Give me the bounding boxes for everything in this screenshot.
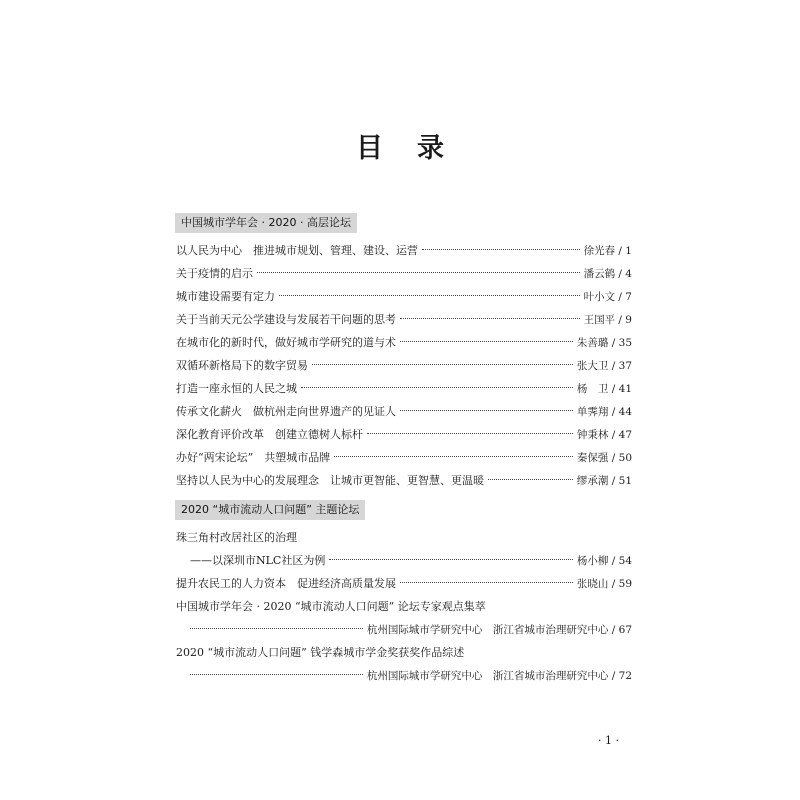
toc-entry[interactable] — [176, 379, 632, 399]
toc-entry[interactable] — [176, 264, 632, 284]
entry-author-page: 王国平 / 9 — [583, 314, 632, 326]
entry-author-page: 杭州国际城市学研究中心 浙江省城市治理研究中心 / 67 — [366, 624, 632, 636]
entry-title: 城市建设需要有定力 — [176, 290, 275, 303]
toc-entry[interactable] — [176, 310, 632, 330]
leader-dots — [329, 559, 573, 560]
leader-dots — [422, 249, 580, 250]
toc-entry[interactable] — [176, 356, 632, 376]
entry-title: 关于当前天元公学建设与发展若干问题的思考 — [176, 313, 396, 326]
entry-title: 深化教育评价改革 创建立德树人标杆 — [176, 428, 363, 441]
leader-dots — [279, 295, 580, 296]
toc-entry[interactable] — [176, 425, 632, 445]
toc-entry[interactable] — [176, 471, 632, 491]
leader-dots — [257, 272, 580, 273]
entry-author-page: 缪承潮 / 51 — [576, 475, 632, 487]
section-heading-2: 2020 “城市流动人口问题” 主题论坛 — [175, 500, 365, 520]
leader-dots — [301, 387, 573, 388]
leader-dots — [400, 341, 573, 342]
leader-dots — [400, 582, 573, 583]
toc-entry[interactable] — [190, 666, 632, 686]
entry-author-page: 钟秉林 / 47 — [576, 429, 632, 441]
toc-entry[interactable] — [176, 402, 632, 422]
page-title — [0, 126, 800, 170]
entry-author-page: 张晓山 / 59 — [576, 578, 632, 590]
toc-entry[interactable] — [190, 551, 632, 571]
title-char-1: 目 — [356, 133, 383, 164]
section-heading-1: 中国城市学年会 · 2020 · 高层论坛 — [175, 213, 357, 233]
toc-entry[interactable] — [176, 333, 632, 353]
entry-author-page: 秦保强 / 50 — [576, 452, 632, 464]
title-char-2: 录 — [417, 133, 444, 164]
entry-title: 以人民为中心 推进城市规划、管理、建设、运营 — [176, 244, 418, 257]
entry-title-line[interactable]: 中国城市学年会 · 2020 “城市流动人口问题” 论坛专家观点集萃 — [176, 600, 486, 613]
entry-title: 提升农民工的人力资本 促进经济高质量发展 — [176, 577, 396, 590]
entry-title: 办好“两宋论坛” 共塑城市品牌 — [176, 451, 331, 464]
page-number: · 1 · — [598, 734, 619, 747]
toc-entry[interactable] — [176, 574, 632, 594]
entry-title: 传承文化薪火 做杭州走向世界遗产的见证人 — [176, 405, 396, 418]
entry-author-page: 张大卫 / 37 — [576, 360, 632, 372]
entry-author-page: 潘云鹤 / 4 — [583, 268, 632, 280]
entry-title: 坚持以人民为中心的发展理念 让城市更智能、更智慧、更温暖 — [176, 474, 484, 487]
leader-dots — [367, 433, 573, 434]
entry-title: 关于疫情的启示 — [176, 267, 253, 280]
leader-dots — [190, 628, 363, 629]
toc-entry[interactable] — [176, 241, 632, 261]
entry-subtitle: ——以深圳市NLC社区为例 — [190, 554, 326, 567]
toc-entry[interactable] — [190, 620, 632, 640]
entry-title: 打造一座永恒的人民之城 — [176, 382, 297, 395]
entry-title: 双循环新格局下的数字贸易 — [176, 359, 308, 372]
leader-dots — [400, 318, 580, 319]
entry-author-page: 朱善璐 / 35 — [576, 337, 632, 349]
entry-author-page: 杨 卫 / 41 — [576, 383, 632, 395]
entry-author-page: 杭州国际城市学研究中心 浙江省城市治理研究中心 / 72 — [366, 670, 632, 682]
entry-title-line[interactable]: 2020 “城市流动人口问题” 钱学森城市学金奖获奖作品综述 — [176, 646, 465, 659]
leader-dots — [334, 456, 573, 457]
entry-author-page: 单霁翔 / 44 — [576, 406, 632, 418]
leader-dots — [190, 674, 363, 675]
toc-entry[interactable] — [176, 448, 632, 468]
leader-dots — [312, 364, 573, 365]
leader-dots — [488, 479, 573, 480]
entry-title-line[interactable]: 珠三角村改居社区的治理 — [176, 531, 297, 544]
entry-author-page: 徐光春 / 1 — [583, 245, 632, 257]
entry-title: 在城市化的新时代，做好城市学研究的道与术 — [176, 336, 396, 349]
entry-author-page: 叶小文 / 7 — [583, 291, 632, 303]
toc-entry[interactable] — [176, 287, 632, 307]
leader-dots — [400, 410, 573, 411]
entry-author-page: 杨小柳 / 54 — [576, 555, 632, 567]
